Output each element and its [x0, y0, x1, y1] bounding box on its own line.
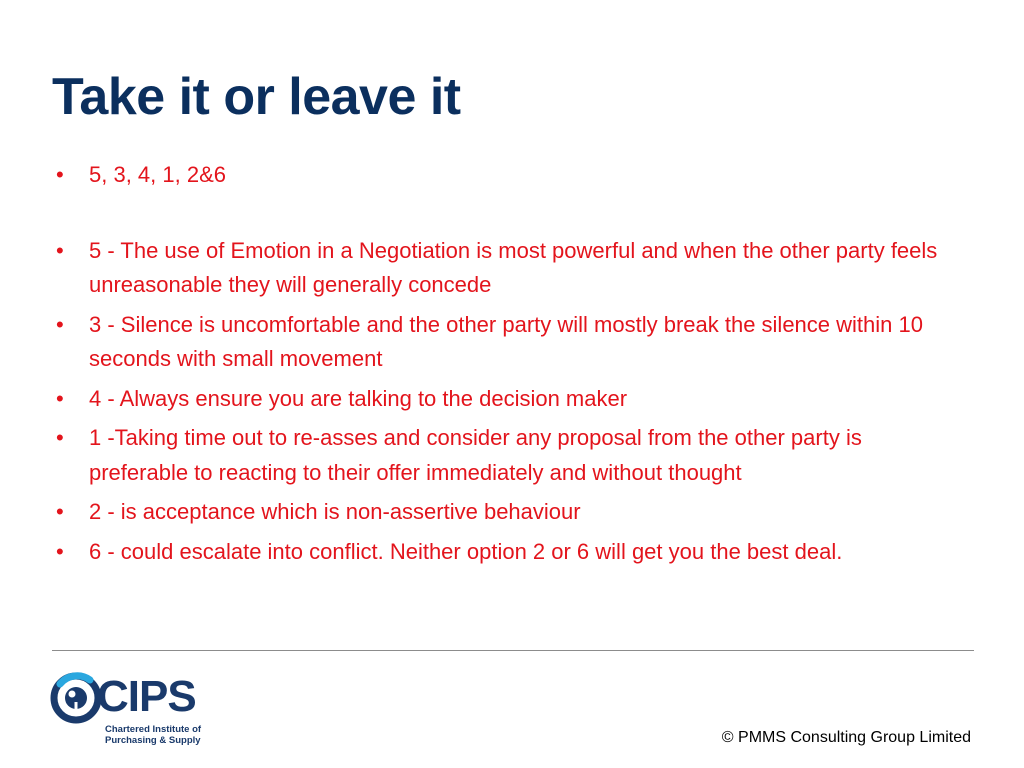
bullet-item	[56, 382, 961, 417]
bullet-text: 5, 3, 4, 1, 2&6	[89, 162, 226, 187]
bullet-item	[56, 535, 961, 570]
bullet-text: 1 -Taking time out to re-asses and consider any proposal from the other party is preferable to reacting to their offer immediately and without thought	[89, 425, 862, 485]
logo-subtitle-line2: Purchasing & Supply	[105, 735, 201, 746]
bullet-dot: •	[56, 499, 64, 524]
bullet-dot: •	[56, 538, 64, 564]
bullet-dot: •	[56, 311, 64, 337]
slide-title: Take it or leave it	[52, 68, 461, 126]
bullet-dot: •	[56, 385, 64, 411]
bullet-dot: •	[56, 162, 64, 187]
bullet-text: 2 - is acceptance which is non-assertive behaviour	[89, 499, 581, 524]
bullet-item	[56, 308, 961, 377]
logo-subtitle	[105, 724, 201, 746]
bullet-text: 6 - could escalate into conflict. Neither option 2 or 6 will get you the best deal.	[89, 538, 843, 564]
footer-divider	[52, 650, 974, 651]
bullet-text: 5 - The use of Emotion in a Negotiation is most powerful and when the other party feels unreasonable they will generally concede	[89, 237, 938, 297]
bullet-item	[56, 234, 961, 303]
bullet-dot: •	[56, 425, 64, 450]
copyright-footer: © PMMS Consulting Group Limited	[721, 729, 971, 746]
bullet-item	[56, 158, 961, 193]
bullet-text: 3 - Silence is uncomfortable and the other party will mostly break the silence within 10 seconds with small movement	[89, 311, 923, 371]
bullet-item	[56, 495, 961, 530]
logo-wordmark: CIPS	[97, 672, 196, 721]
cips-emblem-icon	[50, 672, 102, 724]
cips-logo	[50, 672, 200, 750]
bullet-item	[56, 421, 961, 490]
bullet-dot: •	[56, 237, 64, 263]
bullet-text: 4 - Always ensure you are talking to the decision maker	[89, 385, 628, 411]
logo-subtitle-line1: Chartered Institute of	[105, 724, 202, 735]
bullet-list	[56, 158, 961, 574]
